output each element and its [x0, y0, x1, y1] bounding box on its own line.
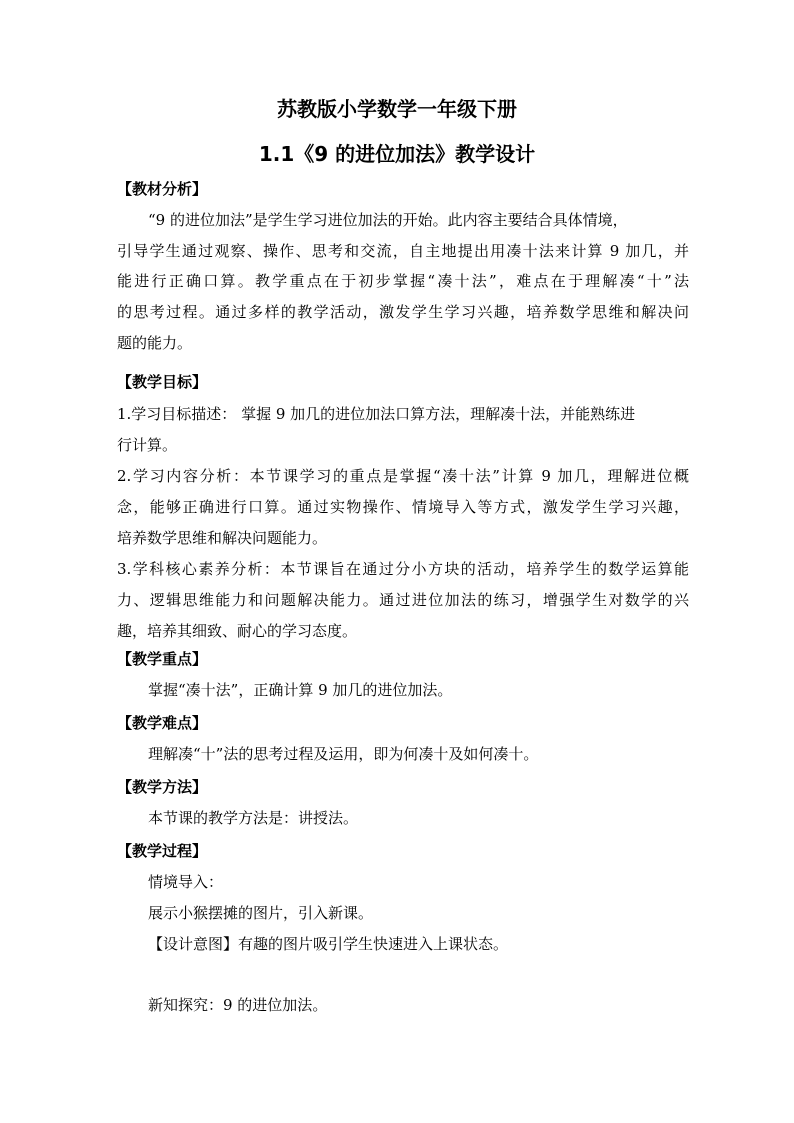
section-heading-method: 【教学方法】: [117, 778, 208, 796]
analysis-line-4: 的思考过程。通过多样的教学活动，激发学生学习兴趣，培养数学思维和解决问: [117, 303, 689, 321]
goals-line-2: 行计算。: [117, 436, 178, 454]
section-heading-goals: 【教学目标】: [117, 373, 208, 391]
process-line-3: 【设计意图】有趣的图片吸引学生快速进入上课状态。: [148, 935, 509, 953]
goals-line-6: 3.学科核心素养分析：本节课旨在通过分小方块的活动，培养学生的数学运算能: [117, 560, 689, 578]
analysis-line-2: 引导学生通过观察、操作、思考和交流，自主地提出用凑十法来计算 9 加几，并: [117, 242, 689, 260]
document-title: 苏教版小学数学一年级下册: [277, 97, 517, 121]
analysis-line-3: 能进行正确口算。教学重点在于初步掌握“凑十法”，难点在于理解凑“十”法: [117, 272, 689, 290]
process-line-2: 展示小猴摆摊的图片，引入新课。: [148, 904, 374, 922]
section-heading-analysis: 【教材分析】: [117, 180, 208, 198]
goals-line-5: 培养数学思维和解决问题能力。: [117, 529, 328, 547]
goals-line-1: 1.学习目标描述： 掌握 9 加几的进位加法口算方法，理解凑十法，并能熟练进: [117, 405, 636, 423]
process-line-4: 新知探究：9 的进位加法。: [148, 996, 328, 1014]
section-heading-keypoint: 【教学重点】: [117, 650, 208, 668]
goals-line-8: 趣，培养其细致、耐心的学习态度。: [117, 622, 358, 640]
section-heading-process: 【教学过程】: [117, 842, 208, 860]
analysis-line-1: “9 的进位加法”是学生学习进位加法的开始。此内容主要结合具体情境，: [148, 211, 628, 229]
process-line-1: 情境导入：: [148, 873, 224, 891]
section-heading-difficulty: 【教学难点】: [117, 714, 208, 732]
difficulty-text: 理解凑“十”法的思考过程及运用，即为何凑十及如何凑十。: [148, 745, 539, 763]
goals-line-3: 2.学习内容分析：本节课学习的重点是掌握“凑十法”计算 9 加几，理解进位概: [117, 467, 689, 485]
goals-line-7: 力、逻辑思维能力和问题解决能力。通过进位加法的练习，增强学生对数学的兴: [117, 591, 689, 609]
goals-line-4: 念，能够正确进行口算。通过实物操作、情境导入等方式，激发学生学习兴趣，: [117, 498, 689, 516]
analysis-line-5: 题的能力。: [117, 334, 193, 352]
keypoint-text: 掌握“凑十法”，正确计算 9 加几的进位加法。: [148, 681, 453, 699]
method-text: 本节课的教学方法是：讲授法。: [148, 809, 359, 827]
document-subtitle: 1.1《9 的进位加法》教学设计: [258, 142, 536, 166]
